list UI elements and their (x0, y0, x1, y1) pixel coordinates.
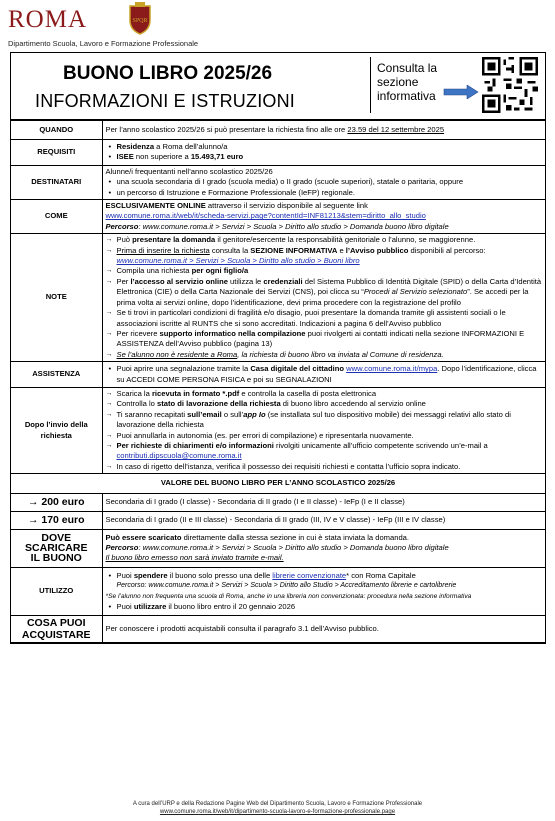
row-label: COME (11, 200, 102, 234)
consult-box (370, 57, 482, 113)
row-cosa: COSA PUOI ACQUISTARE Per conoscere i prodotti acquistabili consulta il paragrafo 3.1 dell’Avviso pubblico. (11, 616, 545, 643)
row-label: QUANDO (11, 121, 102, 140)
info-table (11, 120, 545, 643)
row-destinatari: DESTINATARI Alunne/i frequentanti nell’anno scolastico 2025/26 • una scuola secondaria di I grado (scuola media) o II grado (scuole superiori), statale o paritaria, oppure • un percorso di Istruzione e Formazione Professionale (IeFP) regionale. (11, 165, 545, 199)
svg-text:SPQR: SPQR (132, 18, 148, 24)
row-note (11, 234, 545, 362)
list-item: → In caso di rigetto dell’istanza, verifica il possesso dei requisiti richiesti e contatta l’ufficio sopra indicato. (117, 462, 543, 472)
list-item: → Per l’accesso al servizio online utilizza le credenziali del Sistema Pubblico di Identità Digitale (SPID) o della Carta d’Identità Elettronica (CIE) o della Carta Nazionale dei Servizi (CNS), poi clicca su “Procedi al Servizio selezionato”. Se accedi per la prima volta ai servizi online, dopo l’identificazione, devi prima procedere con la registrazione del profilo (117, 277, 543, 308)
list-item: → Puoi annullarla in autonomia (es. per errori di compilazione) e ripresentarla nuovamente. (117, 431, 543, 441)
list-item: → Se ti trovi in particolari condizioni di fragilità e/o disagio, puoi presentare la domanda tramite gli assistenti sociali o le associazioni iscritte al RUNTS che si sono accreditati. Indicazioni a pagina 6 dell’Avviso pubblico (117, 308, 543, 329)
amount-label: → 200 euro (11, 493, 102, 511)
list-item: • Residenza a Roma dell’alunno/a (117, 142, 543, 152)
roma-logo: ROMA (8, 6, 88, 33)
consult-text: Consulta la sezione informativa (377, 61, 438, 103)
row-assistenza (11, 362, 545, 388)
libraries-link[interactable]: librerie convenzionate (272, 570, 347, 580)
footer-link[interactable]: www.comune.roma.it/web/it/dipartimento-scuola-lavoro-e-formazione-professionale.page (159, 809, 396, 815)
amount-label: → 170 euro (11, 511, 102, 529)
list-item: → Può presentare la domanda il genitore/esercente la responsabilità genitoriale o l’alunno, se maggiorenne. (117, 235, 543, 245)
department-name: Dipartimento Scuola, Lavoro e Formazione Professionale (8, 39, 199, 48)
arrow-right-icon (443, 85, 479, 99)
list-item: → Per richieste di chiarimenti e/o informazioni rivolgiti unicamente all’ufficio competente scrivendo un’e-mail a contributi.dipscuola@comune.roma.it (117, 441, 543, 462)
row-label: ASSISTENZA (11, 362, 102, 388)
list-item: • Puoi aprire una segnalazione tramite la Casa digitale del cittadino www.comune.roma.it/mypa. Dopo l’identificazione, clicca su ACCEDI COME PERSONA FISICA e poi su SEGNALAZIONI (117, 364, 543, 385)
row-quando: QUANDO Per l’anno scolastico 2025/26 si può presentare la richiesta fino alle ore 23.59 del 12 settembre 2025 (11, 121, 545, 140)
row-valore-200: → 200 euro Secondaria di I grado (I classe) - Secondaria di II grado (I e II classe) - IeFp (I e II classe) (11, 493, 545, 511)
section-title: VALORE DEL BUONO LIBRO PER L’ANNO SCOLASTICO 2025/26 (11, 474, 545, 493)
crest-icon (126, 2, 154, 36)
row-label: Dopo l’invio della richiesta (11, 387, 102, 473)
row-requisiti (11, 140, 545, 166)
list-item: • un percorso di Istruzione e Formazione Professionale (IeFP) regionale. (117, 188, 543, 198)
list-item: • una scuola secondaria di I grado (scuola media) o II grado (scuole superiori), statale o paritaria, oppure (117, 177, 543, 187)
service-link[interactable]: www.comune.roma.it/web/it/scheda-servizi.page?contentId=INF81213&stem=diritto_allo_studio (105, 211, 426, 221)
row-valore-title (11, 474, 545, 493)
row-valore-170: → 170 euro Secondaria di I grado (II e III classe) - Secondaria di II grado (III, IV e V classe) - IeFp (III e IV classe) (11, 511, 545, 529)
mypa-link[interactable]: www.comune.roma.it/mypa (346, 364, 438, 374)
list-item: • ISEE non superiore a 15.493,71 euro (117, 152, 543, 162)
footer-credit: A cura dell’URP e della Redazione Pagine Web del Dipartimento Scuola, Lavoro e Formazione Professionale (132, 801, 423, 807)
row-dove: DOVE SCARICARE IL BUONO Può essere scaricato direttamente dalla stessa sezione in cui è stata inviata la domanda. Percorso: www.comune.roma.it > Servizi > Scuola > Diritto allo studio > Domanda buono libro digitale Il buono libro emesso non sarà inviato tramite e-mail. (11, 529, 545, 567)
info-link[interactable]: www.comune.roma.it > Servizi > Scuola > Diritto allo studio > Buoni libro (116, 256, 360, 266)
deadline: 23.59 del 12 settembre 2025 (347, 124, 445, 134)
qr-code[interactable] (482, 57, 538, 113)
page-title: BUONO LIBRO 2025/26 (63, 63, 273, 84)
title-block (11, 53, 545, 120)
row-dopo (11, 387, 545, 473)
row-come: COME ESCLUSIVAMENTE ONLINE attraverso il servizio disponibile al seguente link www.comune.roma.it/web/it/scheda-servizi.page?contentId=INF81213&stem=diritto_allo_studio Percorso: www.comune.roma.it > Servizi > Scuola > Diritto allo studio > Domanda buono libro digitale (11, 200, 545, 234)
list-item: → Scarica la ricevuta in formato *.pdf e controlla la casella di posta elettronica (117, 389, 543, 399)
row-label: DOVE SCARICARE IL BUONO (11, 529, 102, 567)
list-item: → Prima di inserire la richiesta consulta la SEZIONE INFORMATIVA e l’Avviso pubblico disponibili al percorso: www.comune.roma.it > Servizi > Scuola > Diritto allo studio > Buoni libro (117, 246, 543, 267)
row-utilizzo: UTILIZZO • Puoi spendere il buono solo presso una delle librerie convenzionate* con Roma Capitale Percorso: www.comune.roma.it > Servizi > Scuola > Diritto allo Studio > Accreditamento librerie e cartolibrerie *Se l’alunno non frequenta una scuola di Roma, anche in una libreria non convenzionata: procedura nella sezione informativa • Puoi utilizzare il buono libro entro il 20 gennaio 2026 (11, 567, 545, 616)
row-label: REQUISITI (11, 140, 102, 166)
list-item: → Compila una richiesta per ogni figlio/a (117, 266, 543, 276)
page-header (8, 2, 308, 50)
list-item: → Controlla lo stato di lavorazione della richiesta di buono libro accedendo al servizio online (117, 399, 543, 409)
page-subtitle: INFORMAZIONI E ISTRUZIONI (35, 91, 295, 111)
row-label: NOTE (11, 234, 102, 362)
info-sheet (10, 52, 546, 644)
email-link[interactable]: contributi.dipscuola@comune.roma.it (116, 451, 242, 461)
row-label: COSA PUOI ACQUISTARE (11, 616, 102, 643)
list-item: → Ti saranno recapitati sull’email o sull’app Io (se installata sul tuo dispositivo mobile) dei messaggi relativi allo stato di lavorazione della richiesta (117, 410, 543, 431)
list-item: • Puoi spendere il buono solo presso una delle librerie convenzionate* con Roma Capitale (117, 571, 543, 581)
row-label: DESTINATARI (11, 165, 102, 199)
list-item: • Puoi utilizzare il buono libro entro il 20 gennaio 2026 (117, 602, 543, 612)
list-item: → Per ricevere supporto informatico nella compilazione puoi rivolgerti ai contatti indicati nella sezione INFORMAZIONI E ASSISTENZA dell’Avviso pubblico (pagina 13) (117, 329, 543, 350)
list-item: → Se l’alunno non è residente a Roma, la richiesta di buono libro va inviata al Comune di residenza. (117, 350, 543, 360)
row-label: UTILIZZO (11, 567, 102, 616)
